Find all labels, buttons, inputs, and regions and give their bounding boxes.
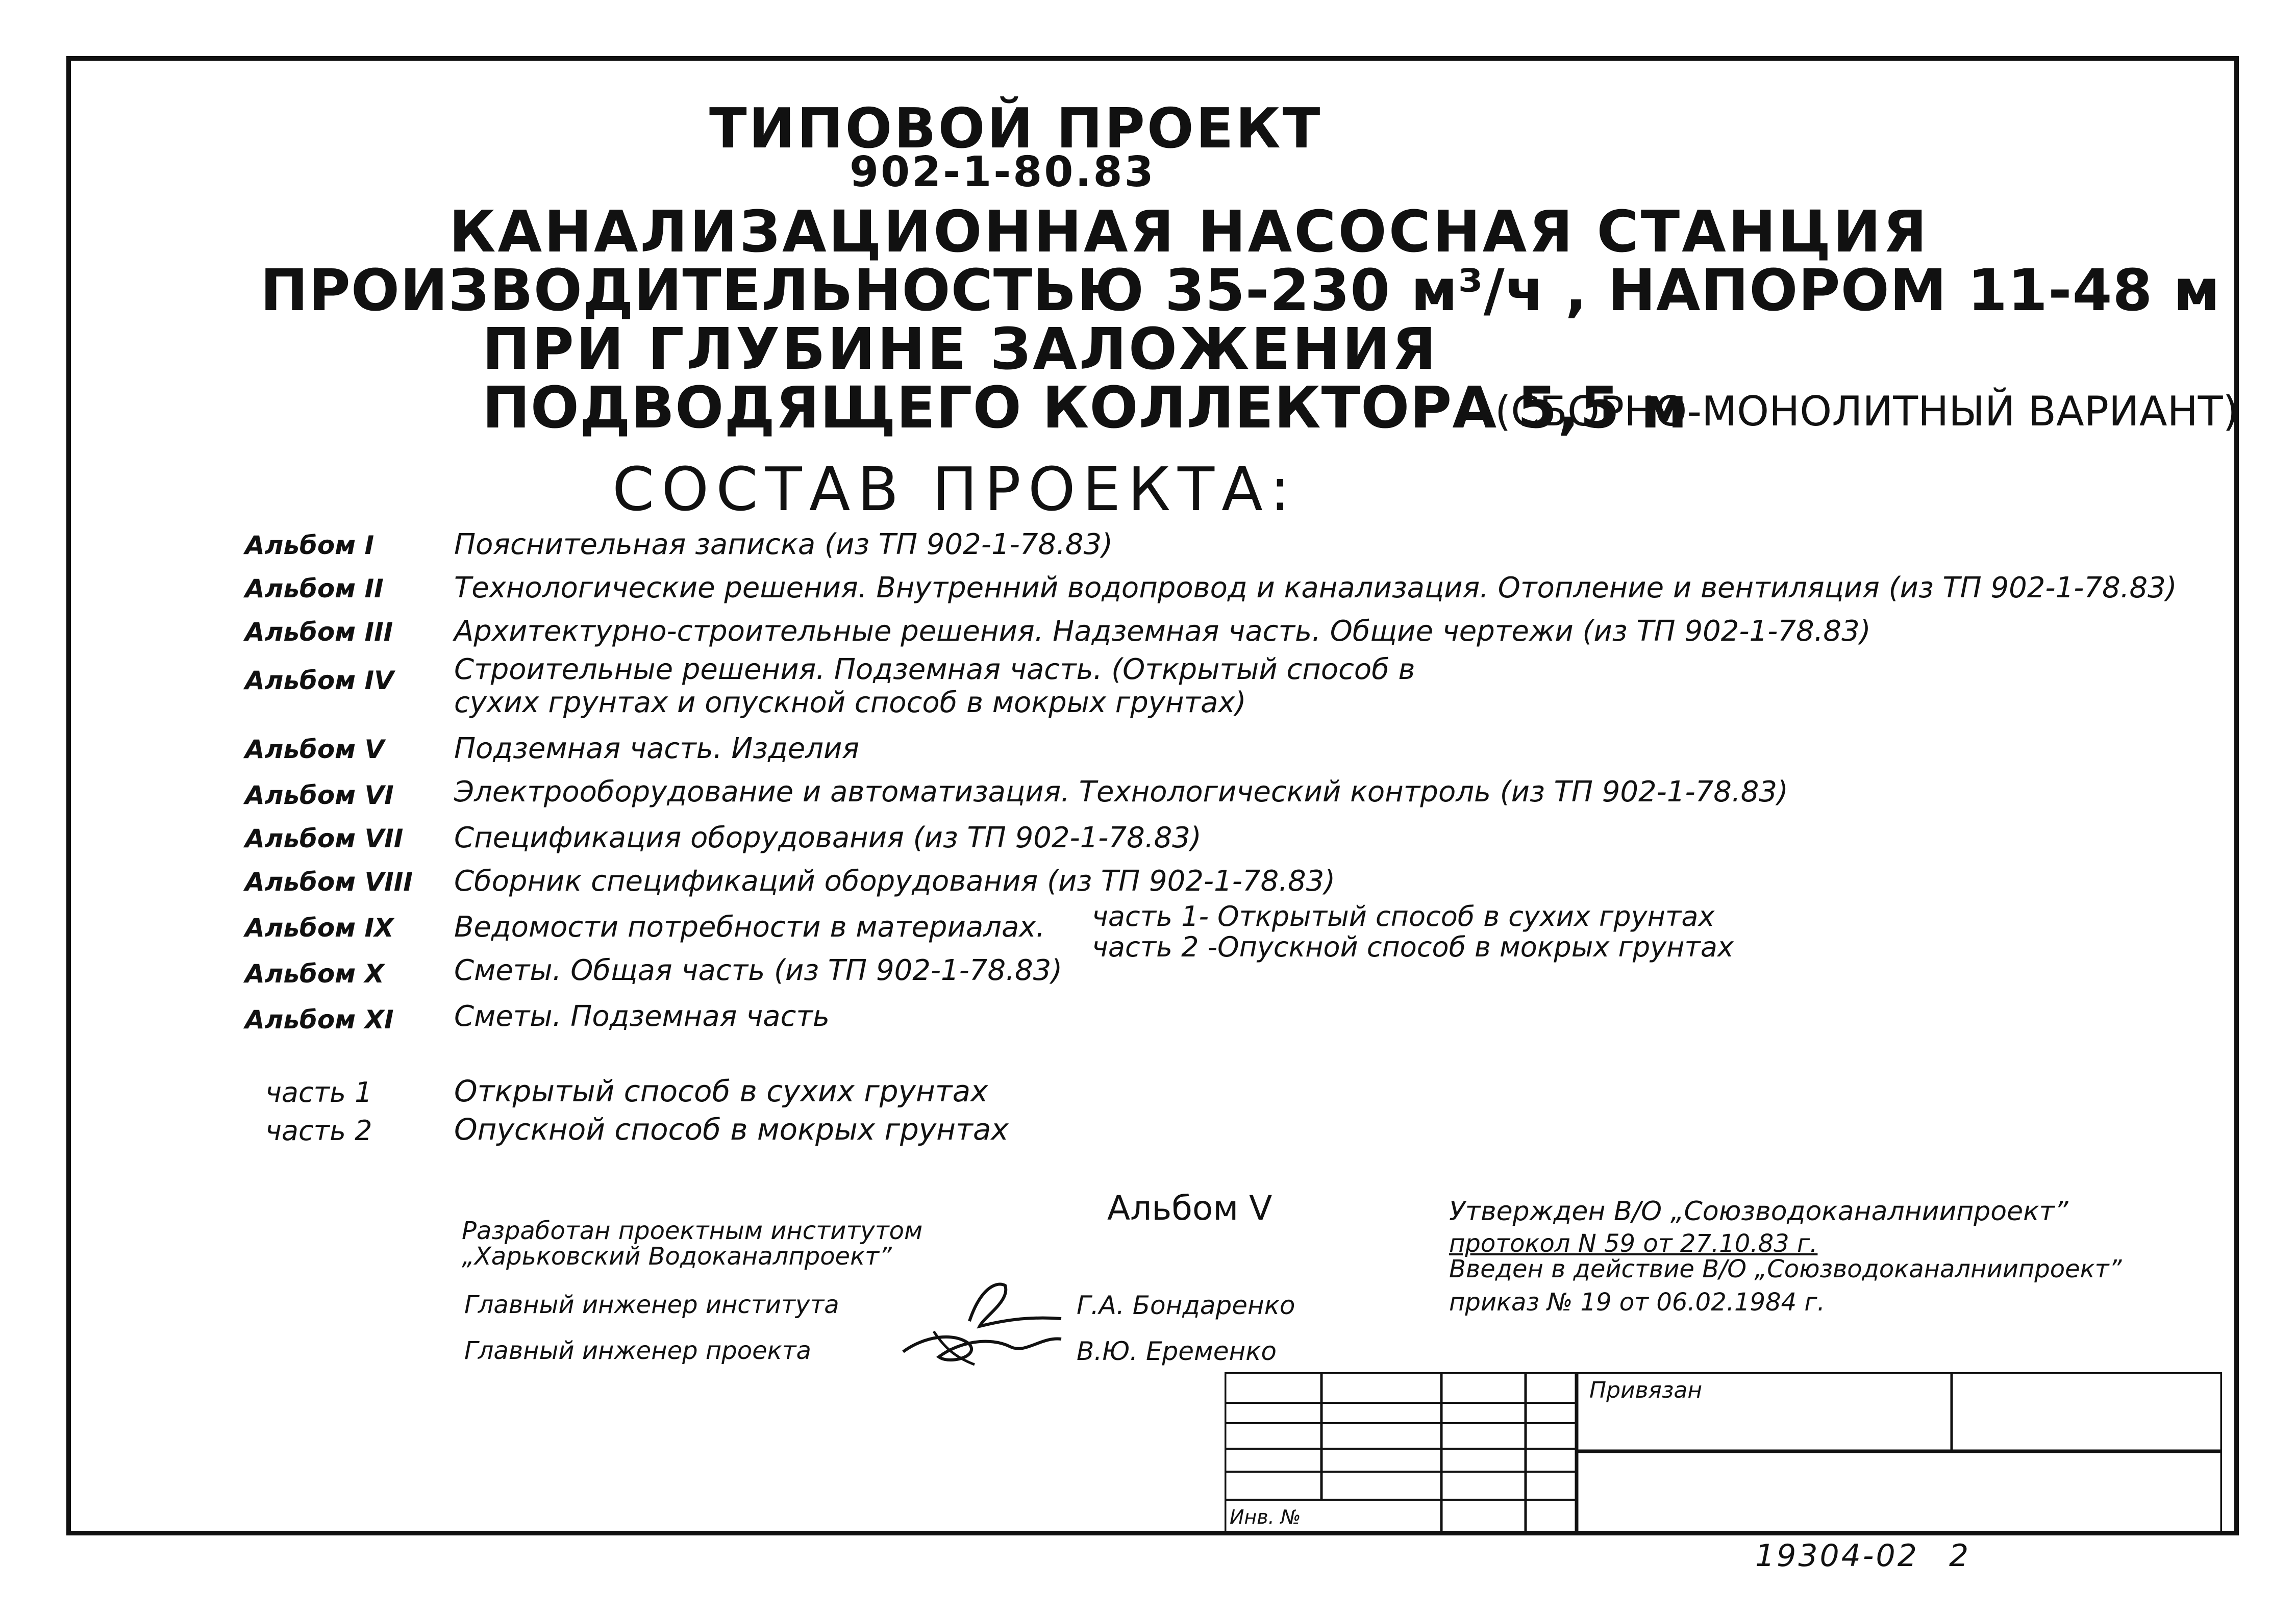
title-block-grid xyxy=(1225,1372,2222,1535)
album-text: Электрооборудование и автоматизация. Технологический контроль (из ТП 902-1-78.83) xyxy=(454,775,1788,809)
title-block xyxy=(1225,1372,2222,1535)
album-text: Строительные решения. Подземная часть. (Открытый способ в xyxy=(454,653,1415,686)
chief-project-name: В.Ю. Еременко xyxy=(1077,1336,1277,1366)
part-text: Опускной способ в мокрых грунтах xyxy=(454,1112,1009,1147)
album-text: Подземная часть. Изделия xyxy=(454,732,860,765)
approval-line1: Утвержден В/О „Союзводоканалниипроект” xyxy=(1449,1196,2068,1227)
album-text-cont: сухих грунтах и опускной способ в мокрых грунтах) xyxy=(454,686,1246,719)
album-label: Альбом IV xyxy=(245,666,394,695)
current-album: Альбом V xyxy=(1107,1189,1272,1228)
approval-line2: протокол N 59 от 27.10.83 г. xyxy=(1449,1229,1818,1258)
album-label: Альбом VI xyxy=(245,780,394,810)
album-label: Альбом I xyxy=(245,531,375,560)
album-text: Сметы. Общая часть (из ТП 902-1-78.83) xyxy=(454,954,1063,987)
album-text: Пояснительная записка (из ТП 902-1-78.83) xyxy=(454,528,1113,561)
variant-note: (СБОРНО-МОНОЛИТНЫЙ ВАРИАНТ) xyxy=(1495,388,2239,435)
album9-part1: часть 1- Открытый способ в сухих грунтах xyxy=(1092,900,1715,932)
album-text: Технологические решения. Внутренний водопровод и канализация. Отопление и вентиляция (из ТП 902-1-78.83) xyxy=(454,571,2177,604)
album-label: Альбом V xyxy=(245,735,385,764)
approval-line4: приказ № 19 от 06.02.1984 г. xyxy=(1449,1288,1825,1317)
depth-line: ПРИ ГЛУБИНЕ ЗАЛОЖЕНИЯ xyxy=(482,316,1438,383)
part-label: часть 1 xyxy=(265,1076,372,1108)
album-label: Альбом VIII xyxy=(245,867,413,897)
chief-institute-label: Главный инженер института xyxy=(464,1291,839,1319)
developer-line1: Разработан проектным институтом xyxy=(462,1217,923,1245)
part-text: Открытый способ в сухих грунтах xyxy=(454,1074,988,1108)
album-label: Альбом IX xyxy=(245,913,394,943)
album-label: Альбом II xyxy=(245,574,384,603)
approval-line3: Введен в действие В/О „Союзводоканалниипроект” xyxy=(1449,1255,2122,1283)
contents-heading: СОСТАВ ПРОЕКТА: xyxy=(612,454,1297,524)
album9-part2: часть 2 -Опускной способ в мокрых грунтах xyxy=(1092,931,1734,963)
album-text: Сборник спецификаций оборудования (из ТП 902-1-78.83) xyxy=(454,865,1336,898)
project-type-title: ТИПОВОЙ ПРОЕКТ xyxy=(709,97,1322,161)
sheet-number: 2 xyxy=(1949,1538,1969,1574)
collector-line: ПОДВОДЯЩЕГО КОЛЛЕКТОРА 5,5 м xyxy=(482,375,1688,441)
album-text: Спецификация оборудования (из ТП 902-1-78.83) xyxy=(454,821,1202,854)
inventory-number-label: Инв. № xyxy=(1230,1506,1301,1528)
capacity-line: ПРОИЗВОДИТЕЛЬНОСТЬЮ 35-230 м³/ч , НАПОРОМ 11-48 м xyxy=(260,258,2220,324)
album-text: Архитектурно-строительные решения. Надземная часть. Общие чертежи (из ТП 902-1-78.83) xyxy=(454,615,1871,648)
part-label: часть 2 xyxy=(265,1115,372,1147)
privyazan-label: Привязан xyxy=(1589,1377,1703,1403)
album-label: Альбом III xyxy=(245,617,393,647)
album-label: Альбом XI xyxy=(245,1005,394,1034)
album-label: Альбом VII xyxy=(245,824,404,853)
station-title: КАНАЛИЗАЦИОННАЯ НАСОСНАЯ СТАНЦИЯ xyxy=(449,199,1929,265)
chief-institute-name: Г.А. Бондаренко xyxy=(1077,1291,1295,1320)
developer-line2: „Харьковский Водоканалпроект” xyxy=(462,1242,892,1271)
project-number: 902-1-80.83 xyxy=(850,148,1156,196)
document-number: 19304-02 xyxy=(1755,1538,1919,1574)
album-text: Ведомости потребности в материалах. xyxy=(454,911,1045,944)
chief-project-label: Главный инженер проекта xyxy=(464,1336,811,1365)
album-text: Сметы. Подземная часть xyxy=(454,1000,830,1033)
album-label: Альбом X xyxy=(245,959,385,989)
signature-eremenko xyxy=(893,1316,1066,1377)
